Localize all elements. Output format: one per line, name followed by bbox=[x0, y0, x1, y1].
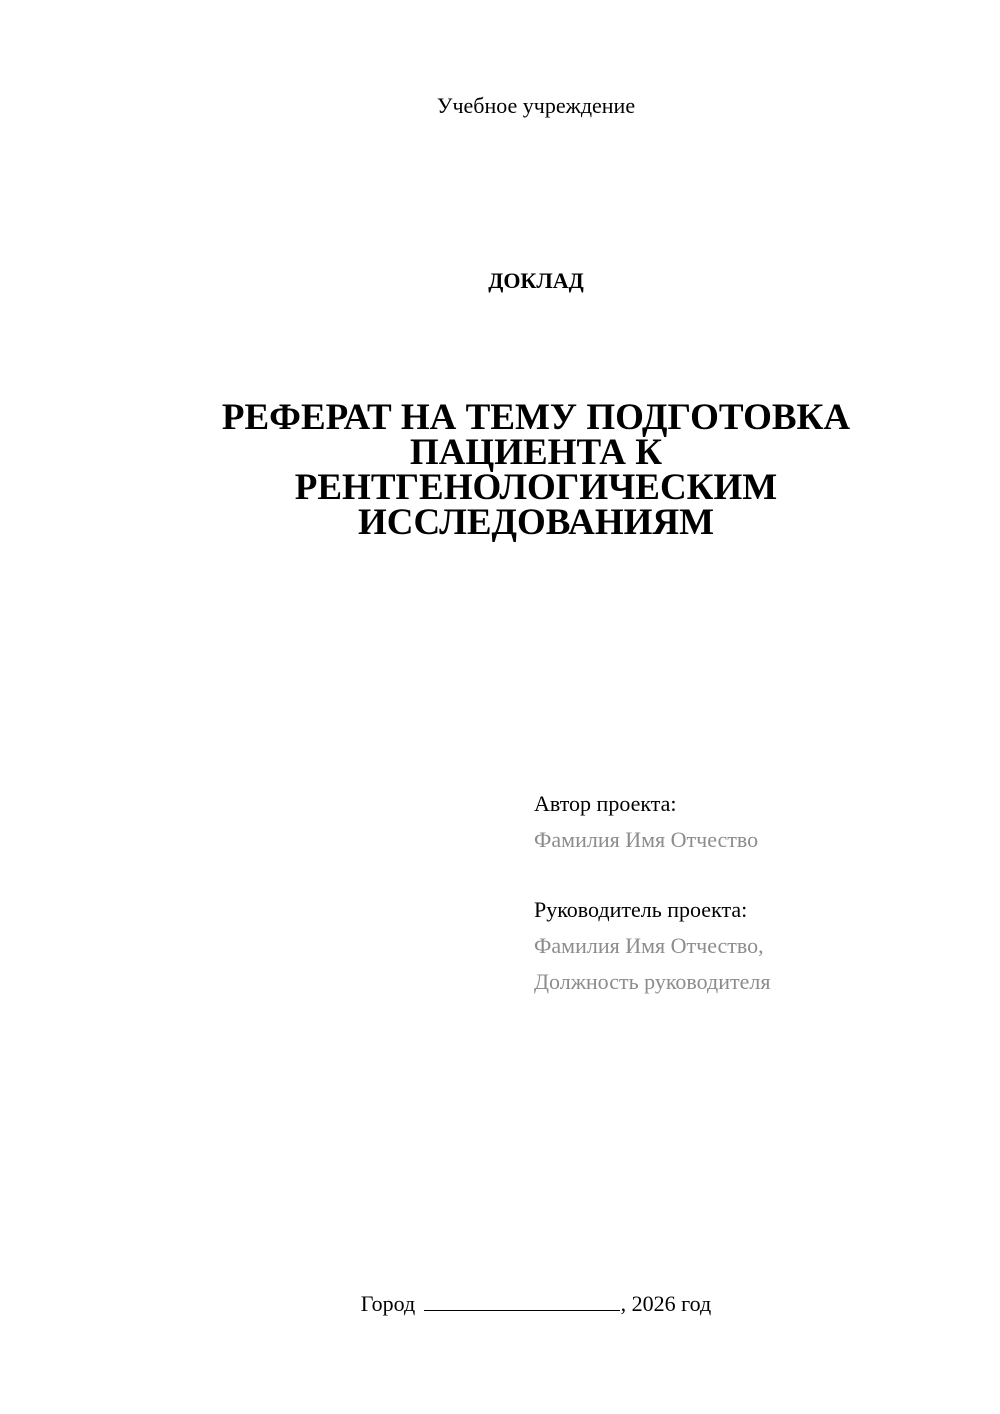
document-title-line: РЕНТГЕНОЛОГИЧЕСКИМ bbox=[294, 467, 778, 508]
document-title bbox=[186, 397, 886, 543]
author-label: Автор проекта: bbox=[534, 791, 677, 816]
document-title-line: ИССЛЕДОВАНИЯМ bbox=[357, 502, 715, 543]
document-title-line: РЕФЕРАТ НА ТЕМУ ПОДГОТОВКА bbox=[221, 397, 851, 438]
city-year-line bbox=[0, 1289, 1000, 1319]
supervisor-label: Руководитель проекта: bbox=[534, 897, 748, 922]
document-title-line: ПАЦИЕНТА К bbox=[409, 432, 663, 473]
document-type-label: ДОКЛАД bbox=[488, 268, 584, 293]
author-block bbox=[534, 786, 954, 858]
supervisor-block bbox=[534, 892, 954, 1000]
city-label: Город bbox=[360, 1291, 416, 1316]
year-text: , 2026 год bbox=[620, 1291, 712, 1316]
supervisor-position-placeholder: Должность руководителя bbox=[534, 969, 771, 994]
author-name-placeholder: Фамилия Имя Отчество bbox=[534, 827, 759, 852]
supervisor-name-placeholder: Фамилия Имя Отчество, bbox=[534, 933, 764, 958]
city-blank-line bbox=[424, 1292, 620, 1311]
institution-name: Учебное учреждение bbox=[436, 93, 636, 118]
